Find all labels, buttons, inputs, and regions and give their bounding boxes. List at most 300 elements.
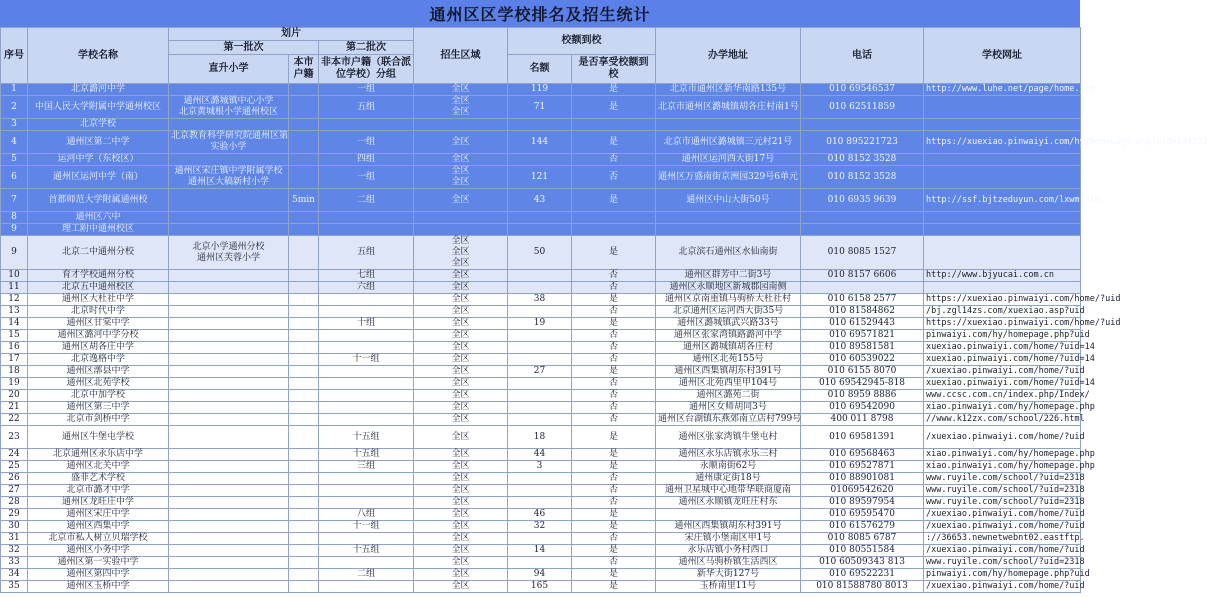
website: xiao.pinwaiyi.com/hy/homepage.php (924, 402, 1081, 414)
quota-eligible (572, 224, 656, 236)
enroll-area (414, 426, 508, 449)
school-name: 育才学校通州分校 (28, 270, 169, 282)
group (319, 330, 414, 342)
row-index: 4 (1, 131, 28, 154)
local-hukou (289, 509, 319, 521)
area-value: 全区 (451, 557, 470, 567)
direct-primary (169, 509, 289, 521)
quota-eligible: 是 (572, 294, 656, 306)
local-hukou (289, 426, 319, 449)
school-name: 北京学校 (28, 119, 169, 131)
group (319, 294, 414, 306)
website: http://ssf.bjtzeduyun.com/lxwm.htm (924, 189, 1081, 212)
address: 通州区马驹桥镇生活西区 (656, 557, 801, 569)
enroll-area (414, 390, 508, 402)
direct-primary (169, 131, 289, 154)
phone: 010 81584862 (801, 306, 924, 318)
address: 新华大街127号 (656, 569, 801, 581)
school-name: 通州区龙旺庄中学 (28, 497, 169, 509)
phone: 010 895221723 (801, 131, 924, 154)
primary-school: 实验小学 (210, 142, 247, 152)
table-row (1, 282, 1081, 294)
local-hukou (289, 131, 319, 154)
header-school-name: 学校名称 (28, 28, 169, 84)
quota-eligible: 是 (572, 461, 656, 473)
group: 十五组 (319, 426, 414, 449)
group (319, 473, 414, 485)
quota-count: 50 (508, 236, 572, 270)
quota-eligible: 是 (572, 366, 656, 378)
local-hukou (289, 449, 319, 461)
local-hukou (289, 282, 319, 294)
quota-eligible: 是 (572, 96, 656, 119)
group: 三组 (319, 461, 414, 473)
group (319, 224, 414, 236)
website: /xuexiao.pinwaiyi.com/home/?uid (924, 521, 1081, 533)
website: https://xuexiao.pinwaiyi.com/hy/homepage.php?uid=144723 (924, 131, 1081, 154)
school-name: 北京市私人树立贝瑞学校 (28, 533, 169, 545)
quota-count: 14 (508, 545, 572, 557)
area-value: 全区 (451, 136, 470, 147)
phone: 010 69542090 (801, 402, 924, 414)
phone: 010 69568463 (801, 449, 924, 461)
address: 通州区女师胡同3号 (656, 402, 801, 414)
table-row (1, 306, 1081, 318)
website: xiao.pinwaiyi.com/hy/homepage.php (924, 449, 1081, 461)
address: 通州区西集镇胡东村391号 (656, 366, 801, 378)
row-index: 19 (1, 378, 28, 390)
direct-primary (169, 96, 289, 119)
table-row (1, 509, 1081, 521)
direct-primary (169, 330, 289, 342)
address: 通州区永乐店镇永乐三村 (656, 449, 801, 461)
area-value: 全区 (451, 431, 470, 442)
group (319, 581, 414, 593)
enroll-area (414, 131, 508, 154)
row-index: 2 (1, 96, 28, 119)
primary-school: 北京小学通州分校 (192, 241, 265, 252)
local-hukou (289, 414, 319, 426)
quota-count (508, 378, 572, 390)
row-index: 34 (1, 569, 28, 581)
phone: 010 89581581 (801, 342, 924, 354)
area-value: 全区 (451, 521, 470, 531)
area-value: 全区 (451, 581, 470, 591)
local-hukou (289, 166, 319, 189)
quota-eligible: 否 (572, 473, 656, 485)
table-row (1, 166, 1081, 189)
quota-count (508, 306, 572, 318)
header-batch2: 第二批次 (319, 41, 414, 55)
quota-eligible: 是 (572, 189, 656, 212)
website (924, 282, 1081, 294)
quota-eligible: 是 (572, 426, 656, 449)
table-row (1, 569, 1081, 581)
phone: 400 011 8798 (801, 414, 924, 426)
table-row (1, 533, 1081, 545)
enroll-area (414, 414, 508, 426)
row-index: 17 (1, 354, 28, 366)
website: https://xuexiao.pinwaiyi.com/home/?uid (924, 294, 1081, 306)
area-value: 全区 (451, 84, 470, 94)
direct-primary (169, 402, 289, 414)
address: 通州卫星城中心地带华联商厦南 (656, 485, 801, 497)
direct-primary (169, 557, 289, 569)
direct-primary (169, 212, 289, 224)
enroll-area (414, 166, 508, 189)
school-name: 北京逸格中学 (28, 354, 169, 366)
school-name: 通州区第三中学 (28, 402, 169, 414)
table-row (1, 330, 1081, 342)
quota-eligible: 是 (572, 581, 656, 593)
phone: 010 8152 3528 (801, 154, 924, 166)
row-index: 32 (1, 545, 28, 557)
local-hukou (289, 270, 319, 282)
school-name: 通州区运河中学（南） (28, 166, 169, 189)
local-hukou: 5min (289, 189, 319, 212)
address: 宋庄镇小堡南区甲1号 (656, 533, 801, 545)
quota-count: 46 (508, 509, 572, 521)
enroll-area (414, 342, 508, 354)
phone: 010 62511859 (801, 96, 924, 119)
school-name: 通州区胡各庄中学 (28, 342, 169, 354)
quota-eligible: 是 (572, 449, 656, 461)
address: 通州区潞城镇武兴路33号 (656, 318, 801, 330)
header-address: 办学地址 (656, 28, 801, 84)
enroll-area (414, 224, 508, 236)
phone: 010 8085 1527 (801, 236, 924, 270)
phone: 010 80551584 (801, 545, 924, 557)
local-hukou (289, 330, 319, 342)
row-index: 28 (1, 497, 28, 509)
phone: 01069542620 (801, 485, 924, 497)
area-value: 全区 (451, 318, 470, 328)
group: 六组 (319, 282, 414, 294)
table-row (1, 224, 1081, 236)
quota-count: 165 (508, 581, 572, 593)
table-row (1, 96, 1081, 119)
quota-count (508, 497, 572, 509)
direct-primary (169, 390, 289, 402)
phone: 010 69527871 (801, 461, 924, 473)
phone (801, 119, 924, 131)
local-hukou (289, 545, 319, 557)
address: 北京通州区运河西大街35号 (656, 306, 801, 318)
area-value: 全区 (451, 354, 470, 364)
quota-count (508, 154, 572, 166)
group (319, 119, 414, 131)
enroll-area (414, 318, 508, 330)
phone: 010 61576279 (801, 521, 924, 533)
quota-count (508, 414, 572, 426)
table-row (1, 119, 1081, 131)
table-row (1, 390, 1081, 402)
header-quota-eligible: 是否享受校额到校 (572, 55, 656, 84)
table-row (1, 354, 1081, 366)
quota-count: 27 (508, 366, 572, 378)
quota-count (508, 557, 572, 569)
quota-eligible: 否 (572, 306, 656, 318)
website: /xuexiao.pinwaiyi.com/home/?uid (924, 509, 1081, 521)
quota-eligible: 是 (572, 236, 656, 270)
website: //www.k12zx.com/school/226.html (924, 414, 1081, 426)
address: 通州区北苑西里甲104号 (656, 378, 801, 390)
local-hukou (289, 378, 319, 390)
quota-eligible: 是 (572, 84, 656, 96)
school-name: 通州区第一实验中学 (28, 557, 169, 569)
school-name: 通州区大杜社中学 (28, 294, 169, 306)
quota-count (508, 119, 572, 131)
row-index: 26 (1, 473, 28, 485)
table-row (1, 426, 1081, 449)
primary-school: 北京黄城根小学通州校区 (178, 107, 278, 117)
quota-count (508, 224, 572, 236)
row-index: 21 (1, 402, 28, 414)
direct-primary (169, 306, 289, 318)
school-name: 北京五中通州校区 (28, 282, 169, 294)
address: 北京市通州区新华南路135号 (656, 84, 801, 96)
table-row (1, 294, 1081, 306)
school-name: 北京中加学校 (28, 390, 169, 402)
group (319, 402, 414, 414)
address: 通州区运河西大街17号 (656, 154, 801, 166)
sheet-title: 通州区区学校排名及招生统计 (0, 0, 1080, 28)
address (656, 509, 801, 521)
school-table (0, 27, 1207, 593)
quota-count: 44 (508, 449, 572, 461)
direct-primary (169, 449, 289, 461)
enroll-area (414, 521, 508, 533)
website: xiao.pinwaiyi.com/hy/homepage.php (924, 461, 1081, 473)
table-row (1, 521, 1081, 533)
address: 通州区京南重镇马驹桥大杜社村 (656, 294, 801, 306)
quota-count (508, 282, 572, 294)
row-index: 18 (1, 366, 28, 378)
address: 通州区中山大街50号 (656, 189, 801, 212)
row-index: 14 (1, 318, 28, 330)
table-row (1, 461, 1081, 473)
address: 通州区永顺地区新城郡园南侧 (656, 282, 801, 294)
direct-primary (169, 473, 289, 485)
direct-primary (169, 485, 289, 497)
quota-eligible: 否 (572, 282, 656, 294)
phone: 010 69581391 (801, 426, 924, 449)
table-row (1, 318, 1081, 330)
local-hukou (289, 581, 319, 593)
enroll-area (414, 449, 508, 461)
quota-count: 3 (508, 461, 572, 473)
school-name: 通州区小务中学 (28, 545, 169, 557)
area-value: 全区 (451, 96, 470, 106)
quota-count (508, 390, 572, 402)
quota-count (508, 270, 572, 282)
quota-eligible (572, 119, 656, 131)
school-name: 盛菲艺术学校 (28, 473, 169, 485)
local-hukou (289, 294, 319, 306)
website: xuexiao.pinwaiyi.com/home/?uid=14 (924, 354, 1081, 366)
enroll-area (414, 545, 508, 557)
enroll-area (414, 378, 508, 390)
local-hukou (289, 96, 319, 119)
row-index: 20 (1, 390, 28, 402)
enroll-area (414, 189, 508, 212)
direct-primary (169, 270, 289, 282)
address: 通州区北苑155号 (656, 354, 801, 366)
quota-count: 19 (508, 318, 572, 330)
quota-eligible: 是 (572, 569, 656, 581)
quota-eligible: 否 (572, 557, 656, 569)
quota-eligible: 否 (572, 330, 656, 342)
website (924, 154, 1081, 166)
quota-eligible: 否 (572, 166, 656, 189)
direct-primary (169, 282, 289, 294)
website (924, 212, 1081, 224)
local-hukou (289, 366, 319, 378)
website: pinwaiyi.com/hy/homepage.php?uid (924, 569, 1081, 581)
group (319, 342, 414, 354)
quota-count: 32 (508, 521, 572, 533)
local-hukou (289, 390, 319, 402)
quota-count: 94 (508, 569, 572, 581)
header-quota-count: 名额 (508, 55, 572, 84)
local-hukou (289, 473, 319, 485)
row-index: 24 (1, 449, 28, 461)
phone: 010 89597954 (801, 497, 924, 509)
school-name: 首都师范大学附属通州校 (28, 189, 169, 212)
address: 通州区群芳中二街3号 (656, 270, 801, 282)
quota-count (508, 354, 572, 366)
phone: 010 69595470 (801, 509, 924, 521)
website: www.ruyile.com/school/?uid=2318 (924, 485, 1081, 497)
group: 一组 (319, 131, 414, 154)
quota-count: 38 (508, 294, 572, 306)
phone: 010 69571821 (801, 330, 924, 342)
direct-primary (169, 366, 289, 378)
phone: 010 8157 6606 (801, 270, 924, 282)
group: 十一组 (319, 521, 414, 533)
row-index: 31 (1, 533, 28, 545)
direct-primary (169, 318, 289, 330)
row-index: 7 (1, 189, 28, 212)
area-value: 全区 (451, 485, 470, 495)
website: /xuexiao.pinwaiyi.com/home/?uid (924, 366, 1081, 378)
area-value: 全区 (451, 177, 470, 187)
address: 通州区潞城镇胡各庄村 (656, 342, 801, 354)
school-name: 通州区宋庄中学 (28, 509, 169, 521)
address (656, 212, 801, 224)
phone: 010 8152 3528 (801, 166, 924, 189)
quota-count (508, 212, 572, 224)
area-value: 全区 (451, 330, 470, 340)
table-row (1, 557, 1081, 569)
address: 北京滨石通州区水仙南街 (656, 236, 801, 270)
area-value: 全区 (451, 533, 470, 543)
school-name: 北京市潞才中学 (28, 485, 169, 497)
enroll-area (414, 294, 508, 306)
website: xuexiao.pinwaiyi.com/home/?uid=14 (924, 342, 1081, 354)
area-value: 全区 (451, 258, 470, 268)
quota-count: 43 (508, 189, 572, 212)
website: /xuexiao.pinwaiyi.com/home/?uid (924, 426, 1081, 449)
header-phone: 电话 (801, 28, 924, 84)
area-value: 全区 (451, 473, 470, 483)
row-index: 6 (1, 166, 28, 189)
row-index: 3 (1, 119, 28, 131)
header-index: 序号 (1, 28, 28, 84)
address: 通州区张家湾镇牛堡屯村 (656, 426, 801, 449)
direct-primary (169, 497, 289, 509)
quota-eligible: 否 (572, 342, 656, 354)
website (924, 96, 1081, 119)
row-index: 8 (1, 212, 28, 224)
enroll-area (414, 154, 508, 166)
website (924, 166, 1081, 189)
enroll-area (414, 282, 508, 294)
header-enroll-area: 招生区域 (414, 28, 508, 84)
enroll-area (414, 497, 508, 509)
direct-primary (169, 461, 289, 473)
row-index: 9 (1, 236, 28, 270)
phone: 010 6155 8070 (801, 366, 924, 378)
row-index: 22 (1, 414, 28, 426)
table-row (1, 497, 1081, 509)
school-name: 北京通州区永乐店中学 (28, 449, 169, 461)
quota-count (508, 485, 572, 497)
enroll-area (414, 533, 508, 545)
row-index: 27 (1, 485, 28, 497)
address: 北京市通州区潞城镇三元村21号 (656, 131, 801, 154)
row-index: 10 (1, 270, 28, 282)
direct-primary (169, 581, 289, 593)
group: 五组 (319, 96, 414, 119)
phone: 010 69546537 (801, 84, 924, 96)
area-value: 全区 (451, 449, 470, 459)
quota-eligible: 是 (572, 545, 656, 557)
group: 十五组 (319, 449, 414, 461)
table-row (1, 270, 1081, 282)
area-value: 全区 (451, 294, 470, 304)
local-hukou (289, 354, 319, 366)
quota-eligible: 否 (572, 154, 656, 166)
row-index: 25 (1, 461, 28, 473)
local-hukou (289, 461, 319, 473)
group: 四组 (319, 154, 414, 166)
website (924, 224, 1081, 236)
header-nonlocal-group: 非本市户籍（联合派位学校）分组 (319, 55, 414, 84)
table-row (1, 366, 1081, 378)
table-row (1, 212, 1081, 224)
enroll-area (414, 119, 508, 131)
school-name: 通州区北关中学 (28, 461, 169, 473)
primary-school: 北京教育科学研究院通州区第 (171, 131, 289, 141)
quota-count: 119 (508, 84, 572, 96)
phone: 010 60509343 813 (801, 557, 924, 569)
website (924, 119, 1081, 131)
school-name: 理工附中通州校区 (28, 224, 169, 236)
table-row (1, 189, 1081, 212)
local-hukou (289, 212, 319, 224)
table-row (1, 84, 1081, 96)
direct-primary (169, 354, 289, 366)
website: https://xuexiao.pinwaiyi.com/home/?uid (924, 318, 1081, 330)
school-name: 通州区第二中学 (28, 131, 169, 154)
area-value: 全区 (451, 270, 470, 280)
enroll-area (414, 330, 508, 342)
address: 通州区万盛南街京洲园329号6单元 (656, 166, 801, 189)
local-hukou (289, 557, 319, 569)
website: xuexiao.pinwaiyi.com/home/?uid=14 (924, 378, 1081, 390)
area-value: 全区 (451, 545, 470, 555)
